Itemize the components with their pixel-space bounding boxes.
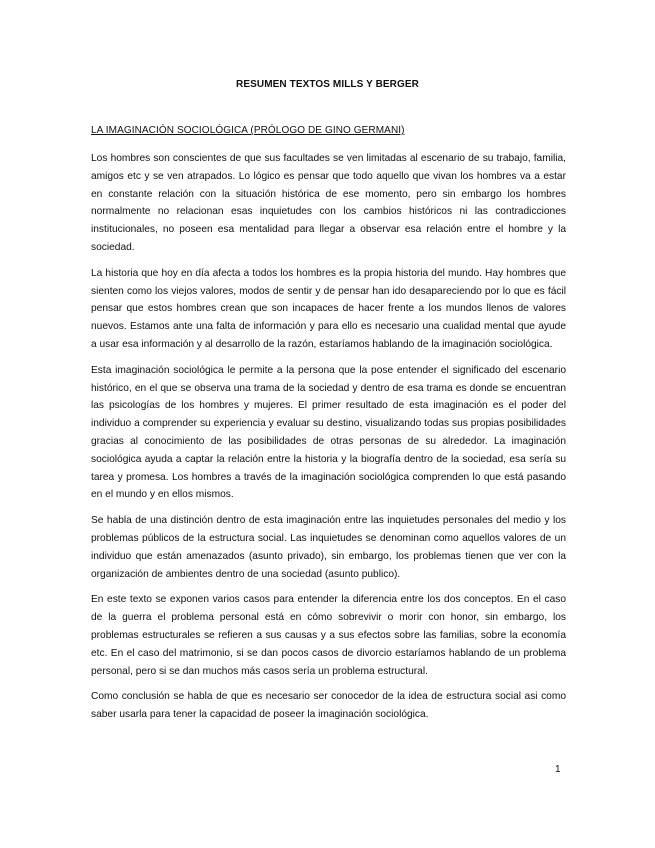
section-heading: LA IMAGINACIÓN SOCIOLÓGICA (PRÓLOGO DE GINO GERMANI)	[91, 125, 405, 136]
paragraph: Los hombres son conscientes de que sus facultades se ven limitadas al escenario de su trabajo, familia, amigos etc y se ven atrapados. Lo lógico es pensar que todo aquello que vivan los hombres va a estar en constante relación con la situación histórica de ese momento, pero sin embargo los hombres normalmente no relacionan esas inquietudes con los cambios históricos ni las contradicciones institucionales, no poseen esa mentalidad para llegar a observar esa relación entre el hombre y la sociedad.	[91, 153, 566, 253]
paragraph: Esta imaginación sociológica le permite a la persona que la pose entender el significado del escenario histórico, en el que se observa una trama de la sociedad y dentro de esa trama es donde se encuentran las psicologías de los hombres y mujeres. El primer resultado de esta imaginación es el poder del individuo a comprender su experiencia y evaluar su destino, visualizando todas sus propias posibilidades gracias al conocimiento de las posibilidades de otras personas de su alrededor. La imaginación sociológica ayuda a captar la relación entre la historia y la biografía dentro de la sociedad, esa sería su tarea y promesa. Los hombres a través de la imaginación sociológica comprenden lo que está pasando en el mundo y en ellos mismos.	[91, 364, 566, 501]
paragraph: Se habla de una distinción dentro de esta imaginación entre las inquietudes personales del medio y los problemas públicos de la estructura social. Las inquietudes se denominan como aquellos valores de un individuo que están amenazados (asunto privado), sin embargo, los problemas tienen que ver con la organización de ambientes dentro de una sociedad (asunto publico).	[91, 515, 566, 580]
paragraph: La historia que hoy en día afecta a todos los hombres es la propia historia del mundo. Hay hombres que sienten como los viejos valores, modos de sentir y de pensar han ido desapareciendo por lo que es fácil pensar que estos hombres crean que son incapaces de hacer frente a los mundos llenos de valores nuevos. Estamos ante una falta de información y para ello es necesario una cualidad mental que ayude a usar esa información y al desarrollo de la razón, estaríamos hablando de la imaginación sociológica.	[91, 267, 566, 350]
document-title: RESUMEN TEXTOS MILLS Y BERGER	[236, 79, 419, 90]
document-body	[91, 150, 566, 732]
page-number: 1	[555, 764, 561, 775]
paragraph: En este texto se exponen varios casos para entender la diferencia entre los dos conceptos. En el caso de la guerra el problema personal está en cómo sobrevivir o morir con honor, sin embargo, los problemas estructurales se refieren a sus causas y a sus efectos sobre las familias, sobre la economía etc. En el caso del matrimonio, si se dan pocos casos de divorcio estaríamos hablando de un problema personal, pero si se dan muchos más casos sería un problema estructural.	[91, 594, 566, 677]
paragraph: Como conclusión se habla de que es necesario ser conocedor de la idea de estructura social asi como saber usarla para tener la capacidad de poseer la imaginación sociológica.	[91, 691, 566, 721]
